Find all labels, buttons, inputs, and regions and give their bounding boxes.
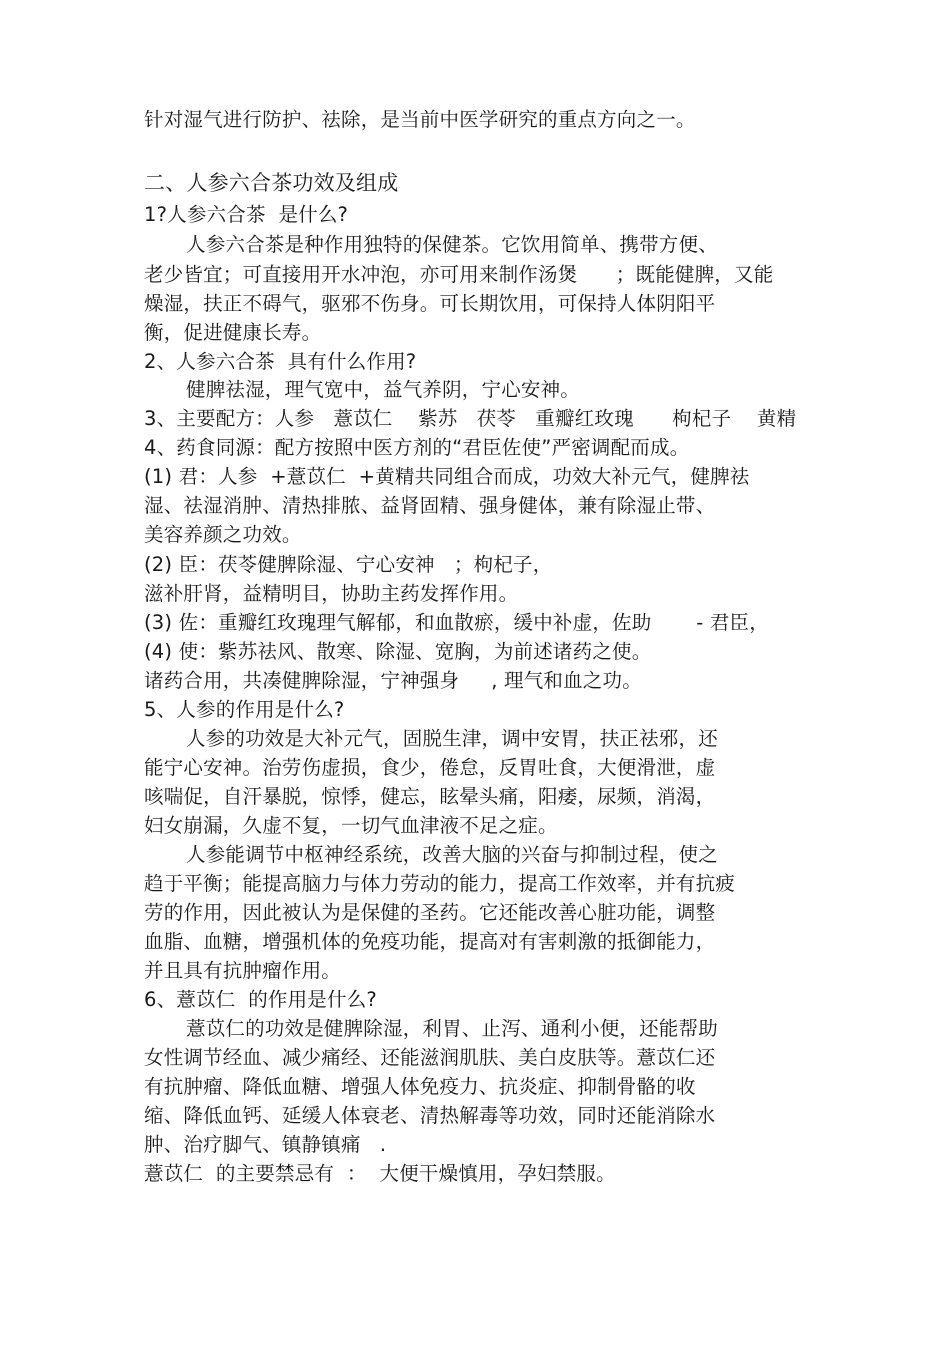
- paragraph-line: 劳的作用，因此被认为是保健的圣药。它还能改善心脏功能，调整: [144, 901, 716, 924]
- paragraph-line: 肿、治疗脚气、镇静镇痛 .: [144, 1133, 387, 1156]
- paragraph-line: 有抗肿瘤、降低血糖、增强人体免疫力、抗炎症、抑制骨骼的收: [144, 1075, 696, 1098]
- paragraph-line: 人参六合茶是种作用独特的保健茶。它饮用简单、携带方便、: [186, 233, 718, 256]
- intro-line: 针对湿气进行防护、祛除，是当前中医学研究的重点方向之一。: [144, 108, 696, 131]
- paragraph-line: 薏苡仁的功效是健脾除湿，利胃、止泻、通利小便，还能帮助: [186, 1017, 718, 1040]
- shi-line: (4) 使：紫苏祛风、散寒、除湿、宽胸，为前述诸药之使。: [144, 640, 652, 663]
- zuo-line: (3) 佐：重瓣红玫瑰理气解郁，和血散瘀，缓中补虚，佐助 - 君臣，: [144, 611, 769, 634]
- paragraph-line: 血脂、血糖，增强机体的免疫功能，提高对有害刺激的抵御能力，: [144, 930, 716, 953]
- summary-line: 诸药合用，共凑健脾除湿，宁神强身 , 理气和血之功。: [144, 669, 642, 692]
- paragraph-line: 滋补肝肾，益精明目，协助主药发挥作用。: [144, 582, 519, 605]
- paragraph-line: 湿、祛湿消肿、清热排脓、益肾固精、强身健体，兼有除湿止带、: [144, 494, 716, 517]
- paragraph-line: 咳喘促，自汗暴脱，惊悸，健忘，眩晕头痛，阳痿，尿频，消渴，: [144, 785, 716, 808]
- paragraph-line: 美容养颜之功效。: [144, 523, 302, 546]
- question-5: 5、人参的作用是什么?: [144, 698, 345, 721]
- paragraph-line: 燥湿，扶正不碍气，驱邪不伤身。可长期饮用，可保持人体阴阳平: [144, 292, 716, 315]
- paragraph-line: 健脾祛湿，理气宽中，益气养阴，宁心安神。: [186, 378, 581, 401]
- question-2: 2、人参六合茶 具有什么作用?: [144, 350, 417, 373]
- origin-line: 4、药食同源：配方按照中医方剂的“君臣佐使”严密调配而成。: [144, 436, 690, 459]
- formula-line: 3、主要配方：人参 薏苡仁 紫苏 茯苓 重瓣红玫瑰 枸杞子 黄精: [144, 407, 797, 430]
- paragraph-line: 女性调节经血、减少痛经、还能滋润肌肤、美白皮肤等。薏苡仁还: [144, 1046, 716, 1069]
- question-1: 1?人参六合茶 是什么?: [144, 203, 349, 226]
- section-heading: 二、人参六合茶功效及组成: [144, 171, 399, 195]
- contraindication-line: 薏苡仁 的主要禁忌有 ： 大便干燥慎用，孕妇禁服。: [144, 1162, 616, 1185]
- paragraph-line: 趋于平衡；能提高脑力与体力劳动的能力，提高工作效率，并有抗疲: [144, 872, 736, 895]
- question-6: 6、薏苡仁 的作用是什么?: [144, 988, 377, 1011]
- paragraph-line: 缩、降低血钙、延缓人体衰老、清热解毒等功效，同时还能消除水: [144, 1104, 716, 1127]
- paragraph-line: 能宁心安神。治劳伤虚损，食少，倦怠，反胃吐食，大便滑泄，虚: [144, 756, 716, 779]
- jun-line: (1) 君：人参 +薏苡仁 +黄精共同组合而成，功效大补元气，健脾祛: [144, 465, 750, 488]
- paragraph-line: 衡，促进健康长寿。: [144, 321, 322, 344]
- paragraph-line: 人参的功效是大补元气，固脱生津，调中安胃，扶正祛邪，还: [186, 727, 718, 750]
- paragraph-line: 人参能调节中枢神经系统，改善大脑的兴奋与抑制过程，使之: [186, 843, 718, 866]
- chen-line: (2) 臣：茯苓健脾除湿、宁心安神 ；枸杞子，: [144, 553, 553, 576]
- paragraph-line: 妇女崩漏，久虚不复，一切气血津液不足之症。: [144, 814, 558, 837]
- paragraph-line: 并且具有抗肿瘤作用。: [144, 959, 342, 982]
- paragraph-line: 老少皆宜；可直接用开水冲泡，亦可用来制作汤煲 ；既能健脾，又能: [144, 263, 774, 286]
